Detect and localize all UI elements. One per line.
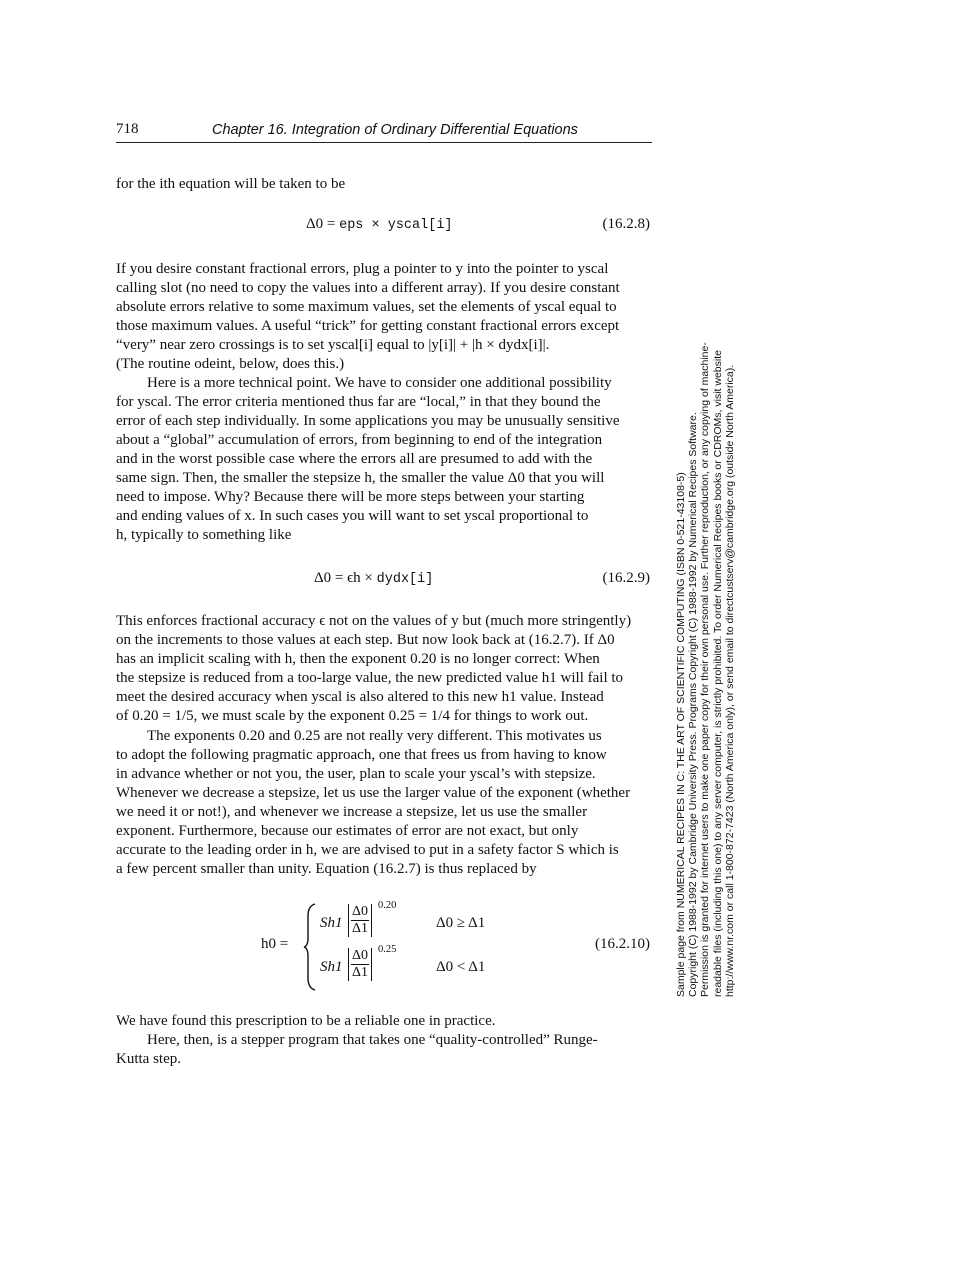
text-line: exponent. Furthermore, because our estimates of error are not exact, but only — [116, 823, 579, 839]
text-line: we need it or not!), and whenever we increase a stepsize, let us use the smaller — [116, 804, 588, 820]
text-line: meet the desired accuracy when yscal is also altered to this new h1 value. Instead — [116, 689, 604, 705]
text-line: about a “global” accumulation of errors, from beginning to end of the integration — [116, 432, 603, 448]
text-line: in advance whether or not you, the user, plan to scale your yscal’s with stepsize. — [116, 766, 596, 782]
paragraph-5 — [116, 1012, 652, 1069]
text-line: need to impose. Why? Because there will be more steps between your starting — [116, 489, 585, 505]
text-line: Here is a more technical point. We have to consider one additional possibility — [147, 375, 612, 391]
abs-bars — [348, 904, 372, 937]
equation-16-2-10 — [116, 900, 652, 992]
copyright-side-notice — [675, 285, 736, 997]
eq-lhs: Δ0 = ϵh × — [314, 570, 377, 586]
text-line: and in the worst possible case where the errors all are presumed to add with the — [116, 451, 593, 467]
case-row-1 — [320, 900, 620, 944]
fraction: $\frac{\Delta 0}{\Delta 1}$ — [352, 948, 369, 980]
equation-number: (16.2.8) — [602, 216, 650, 232]
paragraph-1 — [116, 260, 652, 374]
running-header — [116, 120, 652, 143]
text-line: for yscal. The error criteria mentioned thus far are “local,” in that they bound the — [116, 394, 601, 410]
paragraph-3 — [116, 612, 652, 726]
notice-line: Permission is granted for internet users to make one paper copy for their own personal use. Further reproduction, or any copying of machine- — [699, 342, 712, 997]
paragraph-2 — [116, 374, 652, 545]
left-brace — [302, 902, 318, 992]
equation-number: (16.2.10) — [595, 936, 650, 952]
page-number: 718 — [116, 121, 139, 137]
abs-bars — [348, 948, 372, 981]
text-line: those maximum values. A useful “trick” for getting constant fractional errors except — [116, 318, 620, 334]
notice-line: http://www.nr.com or call 1-800-872-7423 (North America only), or send email to directcustserv@cambridge.org (outside North America). — [723, 364, 736, 997]
eq-code: eps × yscal[i] — [339, 218, 453, 233]
notice-line: Sample page from NUMERICAL RECIPES IN C: THE ART OF SCIENTIFIC COMPUTING (ISBN 0-521-43108-5) — [675, 472, 687, 997]
fraction: $\frac{\Delta 0}{\Delta 1}$ — [352, 904, 369, 936]
text-line: “very” near zero crossings is to set yscal[i] equal to |y[i]| + |h × dydx[i]|. — [116, 337, 550, 353]
text-line: the stepsize is reduced from a too-large value, the new predicted value h1 will fail to — [116, 670, 624, 686]
text-line: This enforces fractional accuracy ϵ not on the values of y but (much more stringently) — [116, 613, 632, 629]
case-condition: Δ0 < Δ1 — [436, 959, 486, 975]
case-prefix: Sh1 — [320, 959, 343, 975]
equation-number: (16.2.9) — [602, 570, 650, 586]
text-line: accurate to the leading order in h, we are advised to put in a safety factor S which is — [116, 842, 619, 858]
text-line: same sign. Then, the smaller the stepsize h, the smaller the value Δ0 that you will — [116, 470, 605, 486]
text-line: calling slot (no need to copy the values into a different array). If you desire constant — [116, 280, 620, 296]
text-line: Whenever we decrease a stepsize, let us use the larger value of the exponent (whether — [116, 785, 631, 801]
equation-16-2-9 — [116, 570, 652, 594]
notice-line: Copyright (C) 1988-1992 by Cambridge University Press. Programs Copyright (C) 1988-1992 by Numerical Recipes Software. — [687, 412, 700, 997]
eq-lhs: h0 = — [261, 936, 289, 952]
case-exponent: 0.20 — [378, 900, 397, 911]
text-line: has an implicit scaling with h, then the exponent 0.20 is no longer correct: When — [116, 651, 600, 667]
text-line: error of each step individually. In some applications you may be unusually sensitive — [116, 413, 620, 429]
case-prefix: Sh1 — [320, 915, 343, 931]
chapter-title: Chapter 16. Integration of Ordinary Differential Equations — [212, 122, 578, 138]
text-line: and ending values of x. In such cases you will want to set yscal proportional to — [116, 508, 589, 524]
eq-code: dydx[i] — [376, 572, 434, 587]
text-line: Kutta step. — [116, 1051, 181, 1067]
eq-lhs: Δ0 = — [306, 216, 340, 232]
text-line: The exponents 0.20 and 0.25 are not really very different. This motivates us — [147, 728, 602, 744]
text-line: to adopt the following pragmatic approach, one that frees us from having to know — [116, 747, 607, 763]
text-line: absolute errors relative to some maximum values, set the elements of yscal equal to — [116, 299, 617, 315]
intro-line: for the ith equation will be taken to be — [116, 176, 346, 192]
text-line: on the increments to those values at each step. But now look back at (16.2.7). If Δ0 — [116, 632, 615, 648]
text-line: We have found this prescription to be a reliable one in practice. — [116, 1013, 496, 1029]
notice-line: readable files (including this one) to any server computer, is strictly prohibited. To order Numerical Recipes books or CDROMs, visit website — [711, 350, 724, 997]
text-line: h, typically to something like — [116, 527, 292, 543]
paragraph-4 — [116, 727, 652, 879]
case-row-2 — [320, 944, 620, 988]
text-line: Here, then, is a stepper program that takes one “quality-controlled” Runge- — [147, 1032, 598, 1048]
case-exponent: 0.25 — [378, 944, 397, 955]
equation-16-2-8 — [116, 216, 652, 240]
case-condition: Δ0 ≥ Δ1 — [436, 915, 486, 931]
text-line: a few percent smaller than unity. Equation (16.2.7) is thus replaced by — [116, 861, 537, 877]
text-line: (The routine odeint, below, does this.) — [116, 356, 345, 372]
text-line: If you desire constant fractional errors, plug a pointer to y into the pointer to yscal — [116, 261, 609, 277]
text-line: of 0.20 = 1/5, we must scale by the exponent 0.25 = 1/4 for things to work out. — [116, 708, 589, 724]
